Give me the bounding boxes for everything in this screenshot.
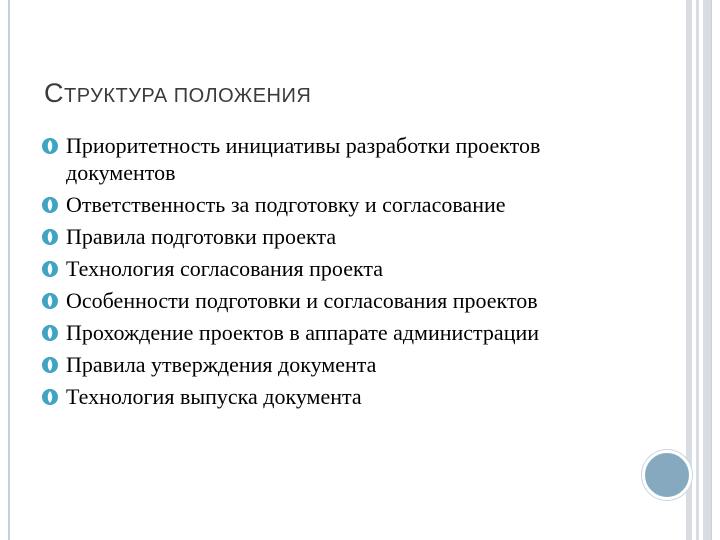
leaf-bullet-icon bbox=[40, 323, 60, 343]
list-item bbox=[40, 351, 650, 378]
leaf-bullet-icon bbox=[40, 195, 60, 215]
title-rest: ТРУКТУРА ПОЛОЖЕНИЯ bbox=[64, 85, 312, 107]
leaf-bullet-icon bbox=[40, 387, 60, 407]
decorative-circle bbox=[642, 450, 692, 500]
list-item bbox=[40, 319, 650, 346]
stripe bbox=[696, 0, 699, 540]
bullet-text: Прохождение проектов в аппарате администрации bbox=[66, 320, 540, 345]
leaf-bullet-icon bbox=[40, 259, 60, 279]
bullet-text: Особенности подготовки и согласования проектов bbox=[66, 288, 538, 313]
title-first-letter: С bbox=[44, 78, 64, 108]
leaf-bullet-icon bbox=[40, 355, 60, 375]
list-item bbox=[40, 191, 650, 218]
slide-title bbox=[44, 78, 311, 109]
bullet-text: Приоритетность инициативы разработки проектов документов bbox=[66, 133, 541, 185]
list-item bbox=[40, 255, 650, 282]
bullet-text: Ответственность за подготовку и согласование bbox=[66, 192, 506, 217]
bullet-text: Правила подготовки проекта bbox=[66, 224, 337, 249]
bullet-text: Правила утверждения документа bbox=[66, 352, 377, 377]
leaf-bullet-icon bbox=[40, 291, 60, 311]
list-item bbox=[40, 287, 650, 314]
decorative-stripes bbox=[686, 0, 720, 540]
leaf-bullet-icon bbox=[40, 136, 60, 156]
leaf-bullet-icon bbox=[40, 227, 60, 247]
stripe bbox=[703, 0, 711, 540]
list-item bbox=[40, 383, 650, 410]
list-item bbox=[40, 132, 650, 186]
list-item bbox=[40, 223, 650, 250]
bullet-list bbox=[40, 132, 650, 415]
bullet-text: Технология согласования проекта bbox=[66, 256, 384, 281]
bullet-text: Технология выпуска документа bbox=[66, 384, 362, 409]
